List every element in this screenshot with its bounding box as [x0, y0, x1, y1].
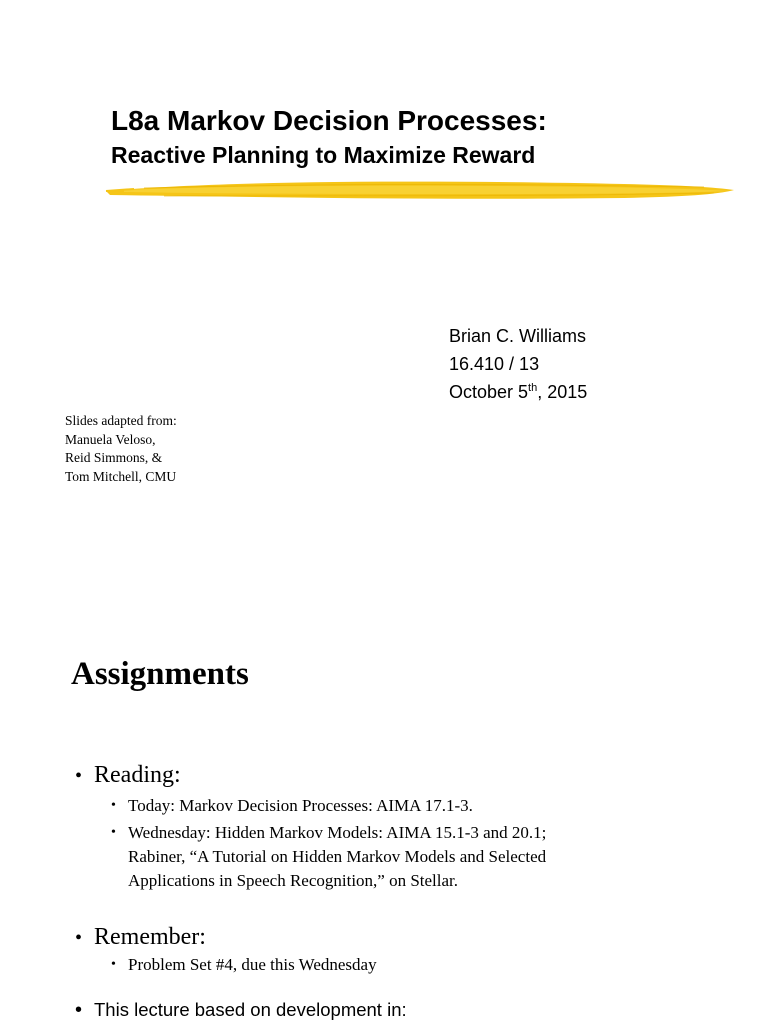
bullet-lecture-basis	[75, 997, 407, 1023]
lecture-date: October 5th, 2015	[449, 382, 588, 402]
credits-line: Tom Mitchell, CMU	[65, 468, 177, 484]
author-name: Brian C. Williams	[449, 326, 587, 346]
bullet-icon: •	[75, 999, 83, 1021]
bullet-icon: •	[111, 798, 116, 813]
course-number: 16.410 / 13	[449, 354, 540, 374]
slide-title: L8a Markov Decision Processes:	[111, 105, 547, 136]
sub-bullet-wednesday: • Wednesday: Hidden Markov Models: AIMA 15.1-3 and 20.1; Rabiner, “A Tutorial on Hidden Markov Models and Selected Applications in Speech Recognition,” on Stellar.	[111, 823, 547, 890]
bullet-icon: •	[75, 927, 83, 949]
bullet-label: This lecture based on development in:	[94, 999, 407, 1020]
credits-line: Reid Simmons, &	[65, 450, 163, 465]
bullet-label: Remember:	[94, 924, 206, 950]
bullet-icon: •	[111, 825, 116, 840]
assignments-heading: Assignments	[71, 656, 249, 692]
bullet-icon: •	[75, 765, 83, 787]
slide-credits	[65, 412, 177, 486]
bullet-reading	[75, 760, 181, 791]
credits-line: Slides adapted from:	[65, 413, 177, 428]
author-block	[449, 322, 587, 406]
bullet-remember	[75, 922, 206, 953]
credits-line: Manuela Veloso,	[65, 431, 156, 447]
highlight-brush-stroke	[104, 174, 736, 204]
bullet-icon: •	[111, 957, 116, 972]
bullet-label: Reading:	[94, 762, 181, 788]
sub-bullet-today: • Today: Markov Decision Processes: AIMA 17.1-3.	[111, 794, 473, 818]
sub-bullet-problem-set: • Problem Set #4, due this Wednesday	[111, 953, 377, 977]
slide-subtitle: Reactive Planning to Maximize Reward	[111, 142, 536, 168]
